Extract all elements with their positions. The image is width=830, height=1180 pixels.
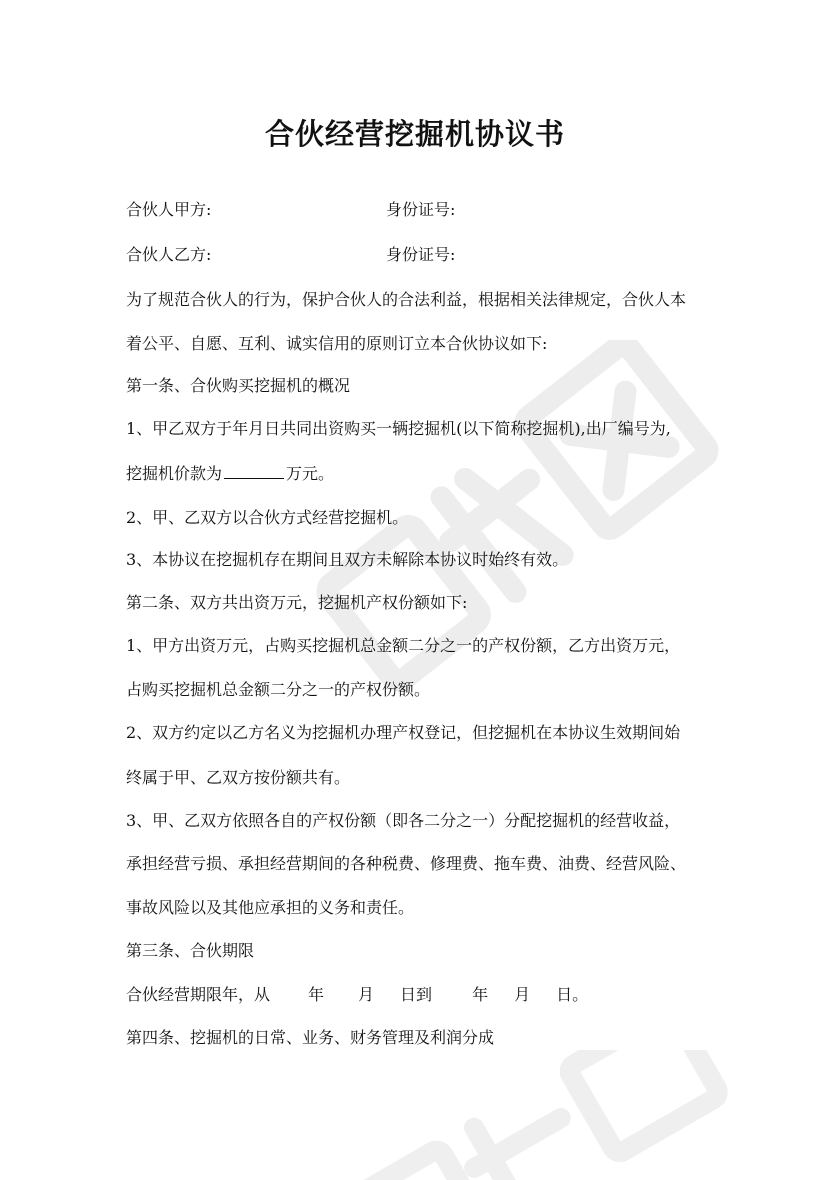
price-unit: 万元。	[286, 464, 335, 483]
article-1-item-1-line-2	[126, 462, 334, 485]
term-prefix: 合伙经营期限年，从	[126, 985, 271, 1004]
preamble-line-1: 为了规范合伙人的行为，保护合伙人的合法利益，根据相关法律规定，合伙人本	[126, 290, 687, 309]
article-3-heading: 第三条、合伙期限	[126, 941, 255, 960]
article-2-item-1-line-2: 占购买挖掘机总金额二分之一的产权份额。	[126, 680, 431, 699]
article-2-item-3-line-2: 承担经营亏损、承担经营期间的各种税费、修理费、拖车费、油费、经营风险、	[126, 854, 687, 873]
price-label: 挖掘机价款为	[126, 464, 223, 483]
article-1-item-1-line-1: 1、甲乙双方于年月日共同出资购买一辆挖掘机(以下简称挖掘机),出厂编号为,	[126, 419, 671, 438]
article-2-item-2-line-2: 终属于甲、乙双方按份额共有。	[126, 768, 351, 787]
article-2-item-1-line-1: 1、甲方出资万元，占购买挖掘机总金额二分之一的产权份额，乙方出资万元，	[126, 636, 681, 655]
party-a-label: 合伙人甲方:	[126, 200, 212, 219]
article-1-item-3: 3、本协议在挖掘机存在期间且双方未解除本协议时始终有效。	[126, 550, 569, 569]
page-title: 合伙经营挖掘机协议书	[264, 117, 565, 151]
term-year-1: 年	[308, 985, 325, 1004]
article-2-item-3-line-3: 事故风险以及其他应承担的义务和责任。	[126, 898, 415, 917]
article-1-item-2: 2、甲、乙双方以合伙方式经营挖掘机。	[126, 508, 409, 527]
term-month-2: 月	[514, 985, 531, 1004]
term-year-2: 年	[472, 985, 489, 1004]
article-3-term	[126, 984, 588, 1006]
article-4-heading: 第四条、挖掘机的日常、业务、财务管理及利润分成	[126, 1028, 495, 1047]
term-day-end: 日。	[556, 985, 589, 1004]
article-2-heading: 第二条、双方共出资万元，挖掘机产权份额如下:	[126, 593, 468, 612]
party-a-id-label: 身份证号:	[386, 200, 456, 219]
watermark-logo-bottom	[250, 1050, 770, 1180]
price-blank	[224, 462, 284, 479]
article-2-item-3-line-1: 3、甲、乙双方依照各自的产权份额（即各二分之一）分配挖掘机的经营收益，	[126, 811, 681, 830]
term-month-1: 月	[358, 985, 375, 1004]
preamble-line-2: 着公平、自愿、互利、诚实信用的原则订立本合伙协议如下:	[126, 334, 548, 353]
party-b-label: 合伙人乙方:	[126, 245, 212, 264]
article-2-item-2-line-1: 2、双方约定以乙方名义为挖掘机办理产权登记，但挖掘机在本协议生效期间始	[126, 723, 681, 742]
article-1-heading: 第一条、合伙购买挖掘机的概况	[126, 376, 351, 395]
term-day-to: 日到	[400, 985, 433, 1004]
party-b-id-label: 身份证号:	[386, 245, 456, 264]
